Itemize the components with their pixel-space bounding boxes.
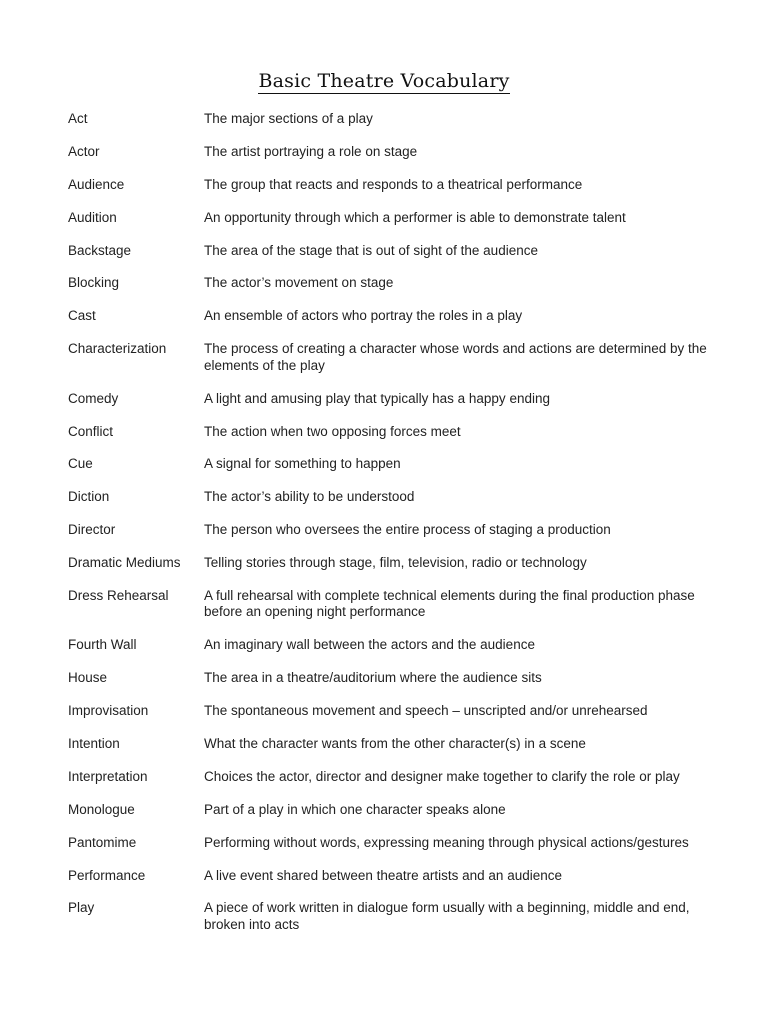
vocab-definition: The artist portraying a role on stage <box>204 143 418 159</box>
vocab-definition: The process of creating a character whose words and actions are determined by the elements of the play <box>204 341 707 373</box>
vocab-definition: A live event shared between theatre artists and an audience <box>204 867 562 883</box>
vocab-definition: The area in a theatre/auditorium where the audience sits <box>204 670 542 686</box>
vocab-entry <box>68 637 708 654</box>
vocab-definition: An ensemble of actors who portray the roles in a play <box>204 308 523 324</box>
vocab-term: Audience <box>68 176 125 192</box>
vocab-definition: Performing without words, expressing meaning through physical actions/gestures <box>204 834 689 850</box>
vocab-term: Audition <box>68 209 117 225</box>
vocab-term: Cast <box>68 308 96 324</box>
vocab-entry <box>68 769 708 786</box>
vocab-term: Blocking <box>68 275 120 291</box>
vocab-term: Play <box>68 900 95 916</box>
vocab-definition: The actor’s movement on stage <box>204 275 394 291</box>
vocab-entry <box>68 308 708 325</box>
vocab-entry <box>68 391 708 408</box>
vocab-definition: What the character wants from the other character(s) in a scene <box>204 736 586 752</box>
vocab-definition: The group that reacts and responds to a theatrical performance <box>204 176 583 192</box>
vocab-entry <box>68 341 708 374</box>
vocab-term: Cue <box>68 456 93 472</box>
vocab-term: Diction <box>68 489 110 505</box>
vocab-term: Dramatic Mediums <box>68 555 181 571</box>
vocab-definition: A piece of work written in dialogue form usually with a beginning, middle and end, broken into acts <box>204 900 690 932</box>
vocab-term: Backstage <box>68 242 132 258</box>
vocab-entry <box>68 177 708 194</box>
vocab-entry <box>68 424 708 441</box>
page-title <box>0 70 768 92</box>
vocab-term: Actor <box>68 143 100 159</box>
vocab-term: Dress Rehearsal <box>68 587 169 603</box>
vocabulary-list <box>68 111 708 950</box>
vocab-definition: An opportunity through which a performer is able to demonstrate talent <box>204 209 626 225</box>
vocab-term: Monologue <box>68 801 135 817</box>
vocab-entry <box>68 802 708 819</box>
vocab-entry <box>68 555 708 572</box>
vocab-definition: A full rehearsal with complete technical elements during the final production phase before an opening night performance <box>204 587 695 620</box>
vocab-entry <box>68 736 708 753</box>
vocab-entry <box>68 522 708 539</box>
vocab-entry <box>68 868 708 885</box>
vocab-term: Pantomime <box>68 834 137 850</box>
vocab-definition: The action when two opposing forces meet <box>204 423 461 439</box>
vocab-definition: The major sections of a play <box>204 111 373 126</box>
vocab-entry <box>68 489 708 506</box>
vocab-definition: An imaginary wall between the actors and the audience <box>204 637 535 653</box>
vocab-entry <box>68 835 708 852</box>
vocab-definition: The spontaneous movement and speech – unscripted and/or unrehearsed <box>204 703 648 719</box>
vocab-term: House <box>68 670 108 686</box>
vocab-entry <box>68 210 708 227</box>
vocab-term: Director <box>68 522 116 538</box>
vocab-entry <box>68 144 708 161</box>
vocab-entry <box>68 670 708 687</box>
vocab-term: Performance <box>68 867 146 883</box>
vocab-term: Intention <box>68 736 120 752</box>
vocab-term: Conflict <box>68 423 114 439</box>
page-title-text: Basic Theatre Vocabulary <box>258 70 510 92</box>
vocab-entry <box>68 588 708 621</box>
vocab-term: Act <box>68 111 88 126</box>
vocab-definition: A light and amusing play that typically has a happy ending <box>204 390 550 406</box>
vocab-term: Improvisation <box>68 703 149 719</box>
vocab-definition: The area of the stage that is out of sight of the audience <box>204 242 538 258</box>
vocab-definition: Telling stories through stage, film, television, radio or technology <box>204 555 587 571</box>
vocab-entry <box>68 900 708 933</box>
vocab-entry <box>68 243 708 260</box>
vocab-entry <box>68 703 708 720</box>
vocab-definition: Part of a play in which one character speaks alone <box>204 801 506 817</box>
vocab-definition: Choices the actor, director and designer make together to clarify the role or play <box>204 768 680 784</box>
vocab-term: Interpretation <box>68 768 148 784</box>
vocab-definition: A signal for something to happen <box>204 456 401 472</box>
vocab-definition: The person who oversees the entire process of staging a production <box>204 522 611 538</box>
vocab-entry <box>68 275 708 292</box>
vocab-entry <box>68 456 708 473</box>
vocab-term: Comedy <box>68 390 119 406</box>
vocab-term: Fourth Wall <box>68 637 137 653</box>
vocab-term: Characterization <box>68 341 167 357</box>
vocab-definition: The actor’s ability to be understood <box>204 489 415 505</box>
vocab-entry <box>68 111 708 128</box>
